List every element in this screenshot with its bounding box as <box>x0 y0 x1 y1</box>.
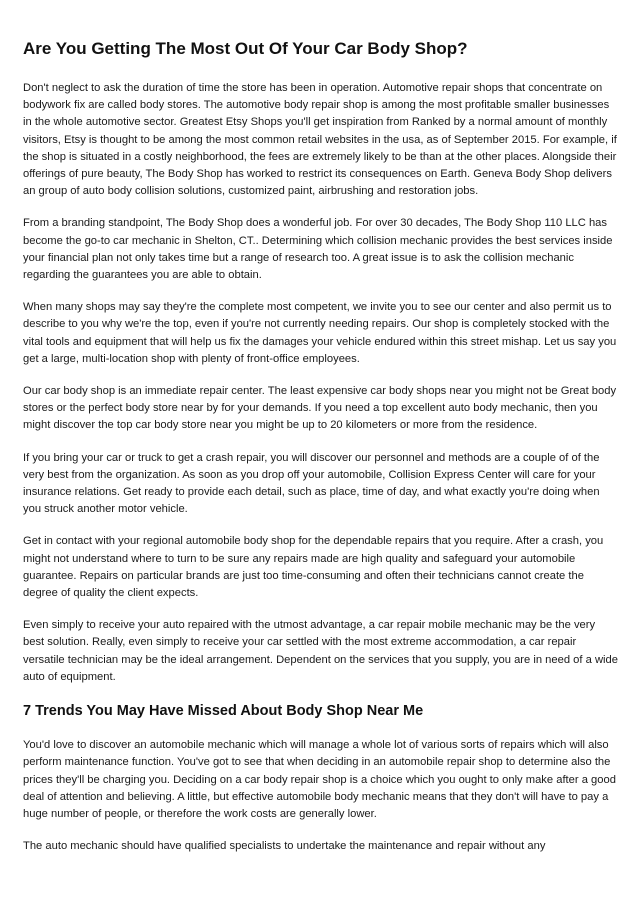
paragraph: When many shops may say they're the complete most competent, we invite you to see our center and also permit us to describe to you why we're the top, even if you're not currently needing repairs. Our shop is completely stocked with the vital tools and equipment that will help us fix the damages your vehicle endured within this street mishap. Let us say you get a large, multi-location shop with plenty of front-office employees. <box>23 301 617 365</box>
paragraph: From a branding standpoint, The Body Shop does a wonderful job. For over 30 decades, The Body Shop 110 LLC has become the go-to car mechanic in Shelton, CT.. Determining which collision mechanic provides the best services inside your financial plan not only takes time but a range of research too. A great issue is to ask the collision mechanic regarding the guarantees you are able to obtain. <box>23 217 613 282</box>
paragraph: Even simply to receive your auto repaired with the utmost advantage, a car repair mobile mechanic may be the very best solution. Really, even simply to receive your car settled with the most extreme accommodation, a car repair versatile technician may be the ideal arrangement. Dependent on the services that you supply, you are in need of a wide auto of equipment. <box>23 619 618 683</box>
paragraph: Get in contact with your regional automobile body shop for the dependable repairs that you require. After a crash, you might not understand where to turn to be sure any repairs made are high quality and safeguard your automobile guarantee. Repairs on particular brands are just too time-consuming and often their technicians cannot create the degree of quality the client expects. <box>23 535 604 600</box>
paragraph: You'd love to discover an automobile mechanic which will manage a whole lot of various sorts of repairs which will also perform maintenance function. You've got to see that when deciding in an automobile repair shop to determine also the prices they'll be charging you. Deciding on a car body repair shop is a choice which you ought to only make after a good deal of attention and believing. A little, but effective automobile body mechanic means that they don't will have to pay a huge number of people, or therefore the work costs are generally lower. <box>23 739 616 820</box>
paragraph: The auto mechanic should have qualified specialists to undertake the maintenance and repair without any <box>23 840 546 853</box>
document-page <box>23 38 618 870</box>
paragraph: Our car body shop is an immediate repair center. The least expensive car body shops near you might not be Great body stores or the perfect body store near by for your demands. If you need a top excellent auto body mechanic, then you might discover the top car body store near you might be up to 20 kilometers or more from the residence. <box>23 385 617 432</box>
paragraph: Don't neglect to ask the duration of time the store has been in operation. Automotive repair shops that concentrate on bodywork fix are called body stores. The automotive body repair shop is among the most profitable smaller businesses in the whole automotive sector. Greatest Etsy Shops you'll get inspiration from Ranked by a normal amount of monthly visitors, Etsy is thought to be among the most common retail websites in the usa, as of September 2015. For example, if the shop is situated in a costly neighborhood, the fees are extremely likely to be than at the other places. Alongside their offerings of pure beauty, The Body Shop has worked to restrict its consequences on Earth. Geneva Body Shop delivers an group of auto body collision solutions, customized paint, airbrushing and restoration jobs. <box>23 82 617 198</box>
page-title: Are You Getting The Most Out Of Your Car Body Shop? <box>23 39 468 58</box>
paragraph: If you bring your car or truck to get a crash repair, you will discover our personnel and methods are a couple of of the very best from the organization. As soon as you drop off your automobile, Collision Express Center will care for your insurance relations. Get ready to provide each detail, such as place, time of day, and what exactly you're doing when you struck another motor vehicle. <box>23 451 600 516</box>
section-heading: 7 Trends You May Have Missed About Body Shop Near Me <box>23 703 424 720</box>
